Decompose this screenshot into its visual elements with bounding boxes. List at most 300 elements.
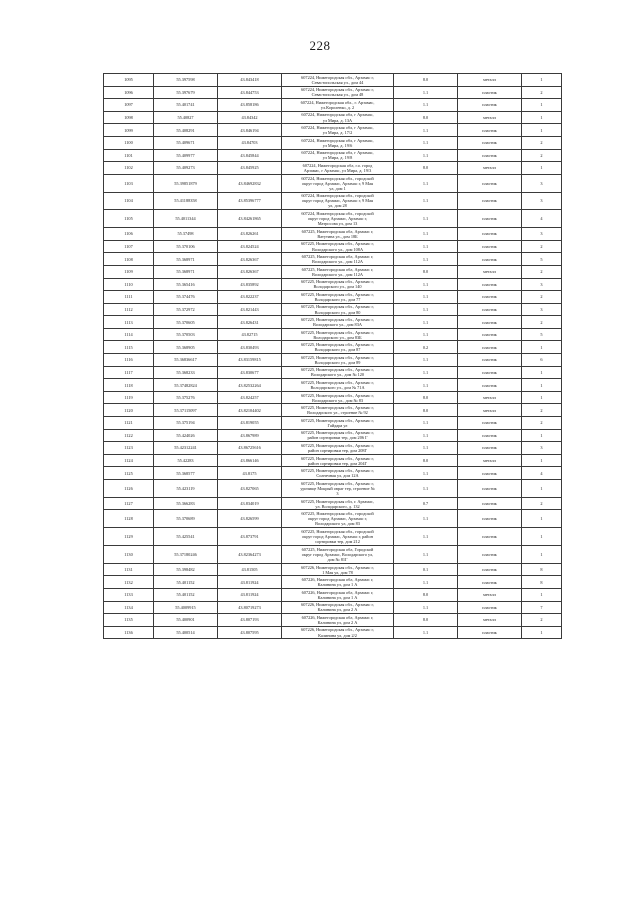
address-line: Володарского ул., дом 83А [313, 322, 362, 328]
address-line: 1 Мая ул, дом 78 [322, 569, 353, 575]
cell-count: 3 [522, 174, 562, 192]
cell-address [282, 510, 394, 528]
cell-number: 1117 [104, 366, 154, 379]
cell-longitude: 43.834019 [218, 497, 282, 510]
address-line: Володарского ул., дом 112А [312, 259, 363, 265]
cell-material: пластик [458, 174, 522, 192]
address-line: 607224, Нижегородская обл., Арзамас г, [301, 87, 374, 93]
cell-longitude: 43.866146 [218, 454, 282, 467]
cell-count: 1 [522, 379, 562, 392]
cell-address [282, 265, 394, 278]
cell-material: пластик [458, 417, 522, 430]
cell-number: 1102 [104, 162, 154, 175]
table-row [104, 366, 562, 379]
cell-volume: 1.1 [394, 124, 458, 137]
cell-material: металл [458, 588, 522, 601]
cell-volume: 8.0 [394, 404, 458, 417]
cell-number: 1107 [104, 240, 154, 253]
cell-latitude: 55.368905 [154, 341, 218, 354]
cell-latitude: 55.370689 [154, 510, 218, 528]
cell-count: 8 [522, 576, 562, 589]
cell-longitude: 43.845844 [218, 149, 282, 162]
cell-latitude: 55.423119 [154, 480, 218, 498]
address-line: 607225, Нижегородская обл., Арзамас г, [301, 279, 374, 285]
cell-volume: 1.1 [394, 467, 458, 480]
cell-latitude: 55.401152 [154, 576, 218, 589]
cell-address [282, 366, 394, 379]
address-line: Севастопольская ул., дом 48 [311, 92, 364, 98]
address-line: 607224, Нижегородская обл, г Арзамас, [301, 112, 374, 118]
address-line: Гайдара ул [327, 422, 348, 428]
cell-address [282, 149, 394, 162]
address-line: 607225, Нижегородская обл., Арзамас г, [301, 241, 374, 247]
cell-volume: 1.1 [394, 429, 458, 442]
cell-address [282, 391, 394, 404]
cell-number: 1110 [104, 278, 154, 291]
cell-number: 1116 [104, 354, 154, 367]
cell-count: 2 [522, 497, 562, 510]
address-line: Володарского ул., дом 89 [314, 359, 361, 365]
cell-number: 1120 [104, 404, 154, 417]
cell-address [282, 563, 394, 576]
cell-number: 1114 [104, 328, 154, 341]
cell-number: 1129 [104, 528, 154, 546]
cell-longitude: 43.846194 [218, 124, 282, 137]
cell-material: пластик [458, 429, 522, 442]
cell-longitude: 43.873791 [218, 528, 282, 546]
cell-volume: 0.1 [394, 563, 458, 576]
address-line: 607224, Нижегородская обл, г Арзамас, [301, 137, 374, 143]
cell-number: 1104 [104, 192, 154, 210]
cell-number: 1136 [104, 626, 154, 639]
cell-address [282, 162, 394, 175]
cell-volume: 1.1 [394, 546, 458, 564]
table-row [104, 546, 562, 564]
cell-volume: 8.0 [394, 162, 458, 175]
cell-latitude: 55.37115097 [154, 404, 218, 417]
table-row [104, 379, 562, 392]
cell-longitude: 43.858186 [218, 99, 282, 112]
cell-longitude: 43.84703 [218, 136, 282, 149]
cell-material: пластик [458, 601, 522, 614]
address-line: округ город Арзамас, Арзамас г, 9 Мая [302, 180, 373, 186]
address-line: Володарского ул., строение № 92 [307, 410, 368, 416]
cell-count: 2 [522, 614, 562, 627]
cell-count: 2 [522, 86, 562, 99]
table-row [104, 316, 562, 329]
cell-address [282, 546, 394, 564]
address-line: Володарского ул., дом № 120 [310, 372, 365, 378]
cell-longitude: 43.85396777 [218, 192, 282, 210]
cell-volume: 1.1 [394, 417, 458, 430]
address-line: Володарского ул., дом 87 [314, 347, 361, 353]
cell-longitude: 43.826261 [218, 228, 282, 241]
cell-address [282, 210, 394, 228]
cell-longitude: 43.83159815 [218, 354, 282, 367]
cell-longitude: 43.84261865 [218, 210, 282, 228]
address-line: ул, дом 28 [328, 203, 347, 209]
cell-latitude: 55.401741 [154, 99, 218, 112]
address-line: дом № 81Г [327, 556, 348, 562]
cell-volume: 1.1 [394, 366, 458, 379]
table-row [104, 210, 562, 228]
cell-address [282, 291, 394, 304]
cell-material: пластик [458, 528, 522, 546]
cell-latitude: 55.409671 [154, 136, 218, 149]
cell-number: 1132 [104, 576, 154, 589]
registry-table-body [104, 74, 562, 639]
cell-material: металл [458, 111, 522, 124]
cell-latitude: 55.400901 [154, 614, 218, 627]
cell-latitude: 55.397679 [154, 86, 218, 99]
cell-number: 1113 [104, 316, 154, 329]
cell-count: 3 [522, 442, 562, 455]
cell-address [282, 86, 394, 99]
address-line: Володарского ул., дом 140 [313, 284, 362, 290]
address-line: округ город Арзамас, Арзамас г, район [302, 534, 373, 540]
cell-address [282, 417, 394, 430]
address-line: сортировки тер, дом 212 [315, 539, 360, 545]
cell-latitude: 55.425541 [154, 528, 218, 546]
address-line: ул Мира, д. 17/2 [322, 130, 353, 136]
cell-latitude: 55.4011344 [154, 210, 218, 228]
cell-count: 5 [522, 253, 562, 266]
cell-material: пластик [458, 86, 522, 99]
address-line: 607224, Нижегородская обл, г Арзамас, [301, 150, 374, 156]
cell-material: пластик [458, 467, 522, 480]
table-row [104, 253, 562, 266]
cell-volume: 8.0 [394, 265, 458, 278]
cell-longitude: 43.867989 [218, 429, 282, 442]
cell-latitude: 55.409977 [154, 149, 218, 162]
cell-count: 7 [522, 601, 562, 614]
address-line: 607225, Нижегородская обл, г. Арзамас, [301, 498, 374, 504]
address-line: 607224, Нижегородская обл, г.о. город [302, 162, 373, 168]
cell-longitude: 43.822237 [218, 291, 282, 304]
table-row [104, 454, 562, 467]
cell-count: 3 [522, 303, 562, 316]
cell-count: 1 [522, 588, 562, 601]
cell-number: 1124 [104, 454, 154, 467]
table-row [104, 291, 562, 304]
cell-longitude: 43.830677 [218, 366, 282, 379]
cell-longitude: 43.845925 [218, 162, 282, 175]
cell-count: 1 [522, 429, 562, 442]
cell-material: пластик [458, 316, 522, 329]
cell-material: пластик [458, 510, 522, 528]
cell-longitude: 43.811924 [218, 588, 282, 601]
cell-number: 1119 [104, 391, 154, 404]
cell-number: 1135 [104, 614, 154, 627]
cell-longitude: 43.84692832 [218, 174, 282, 192]
address-line: Севастопольская ул., дом 44 [311, 79, 364, 85]
cell-longitude: 43.835892 [218, 278, 282, 291]
cell-volume: 1.1 [394, 303, 458, 316]
table-row [104, 240, 562, 253]
cell-longitude: 43.8175 [218, 467, 282, 480]
cell-address [282, 626, 394, 639]
address-line: округ город Арзамас, Володарского ул, [301, 551, 374, 557]
cell-volume: 0.7 [394, 497, 458, 510]
cell-address [282, 354, 394, 367]
address-line: 607225, Нижегородская обл., Арзамас г, [301, 342, 374, 348]
cell-material: пластик [458, 278, 522, 291]
cell-volume: 8.0 [394, 391, 458, 404]
cell-address [282, 576, 394, 589]
cell-address [282, 528, 394, 546]
address-line: 607225, Нижегородская обл, Арзамас г, [301, 228, 374, 234]
cell-longitude: 43.830493 [218, 341, 282, 354]
cell-material: пластик [458, 354, 522, 367]
address-line: 607224, Нижегородская обл., Арзамас г, [301, 74, 374, 80]
cell-latitude: 55.372972 [154, 303, 218, 316]
cell-material: металл [458, 614, 522, 627]
cell-longitude: 43.826367 [218, 265, 282, 278]
address-line: 607225, Нижегородская обл., Арзамас г, [301, 417, 374, 423]
address-line: 607225, Нижегородская обл., Арзамас г, [301, 317, 374, 322]
cell-count: 1 [522, 162, 562, 175]
cell-material: пластик [458, 228, 522, 241]
address-line: 607225, Нижегородская обл., Арзамас г, [301, 304, 374, 310]
cell-address [282, 480, 394, 498]
cell-latitude: 55.370605 [154, 316, 218, 329]
cell-count: 1 [522, 546, 562, 564]
cell-latitude: 55.42283 [154, 454, 218, 467]
address-line: 607225, Нижегородская обл, Арзамас г, [301, 266, 374, 272]
cell-number: 1112 [104, 303, 154, 316]
table-row [104, 467, 562, 480]
address-line: 607225, Нижегородская обл, Городской [301, 546, 374, 552]
table-row [104, 86, 562, 99]
cell-latitude: 55.366283 [154, 497, 218, 510]
cell-longitude: 43.807595 [218, 626, 282, 639]
cell-volume: 1.1 [394, 253, 458, 266]
cell-latitude: 55.37482824 [154, 379, 218, 392]
cell-address [282, 124, 394, 137]
cell-count: 2 [522, 265, 562, 278]
cell-longitude: 43.826599 [218, 510, 282, 528]
cell-number: 1126 [104, 480, 154, 498]
cell-material: пластик [458, 341, 522, 354]
cell-latitude: 55.424026 [154, 429, 218, 442]
cell-address [282, 192, 394, 210]
cell-volume: 1.1 [394, 136, 458, 149]
cell-number: 1101 [104, 149, 154, 162]
cell-material: металл [458, 404, 522, 417]
address-line: Ватутина ул., дом 18Б [317, 233, 358, 239]
cell-address [282, 228, 394, 241]
cell-latitude: 55.41188358 [154, 192, 218, 210]
cell-number: 1123 [104, 442, 154, 455]
cell-address [282, 341, 394, 354]
cell-material: пластик [458, 576, 522, 589]
address-line: округ город Арзамас, Арзамас г, [308, 516, 367, 522]
table-row [104, 601, 562, 614]
table-row [104, 303, 562, 316]
cell-address [282, 442, 394, 455]
table-row [104, 74, 562, 87]
cell-volume: 1.1 [394, 291, 458, 304]
table-row [104, 136, 562, 149]
cell-count: 6 [522, 354, 562, 367]
cell-number: 1133 [104, 588, 154, 601]
cell-number: 1118 [104, 379, 154, 392]
cell-latitude: 55.401152 [154, 588, 218, 601]
address-line: 607226, Нижегородская обл., Арзамас г, [301, 602, 374, 608]
cell-latitude: 55.39851879 [154, 174, 218, 192]
table-row [104, 192, 562, 210]
table-row [104, 404, 562, 417]
address-line: ул Мира, д. 19/6 [322, 142, 353, 148]
cell-volume: 1.1 [394, 228, 458, 241]
cell-number: 1106 [104, 228, 154, 241]
cell-address [282, 253, 394, 266]
cell-number: 1131 [104, 563, 154, 576]
address-line: Калинина ул, дом 2 А [317, 619, 358, 625]
address-line: 607224, Нижегородская обл., городской [301, 193, 374, 199]
address-line: округ город Арзамас, Арзамас г, 9 Мая [302, 198, 373, 204]
cell-count: 4 [522, 210, 562, 228]
cell-latitude: 55.40827 [154, 111, 218, 124]
address-line: Володарского ул., дом 80 [314, 309, 361, 315]
cell-volume: 1.1 [394, 328, 458, 341]
cell-material: пластик [458, 136, 522, 149]
address-line: 607225, Нижегородская обл., Арзамас г, [301, 354, 374, 360]
table-row [104, 497, 562, 510]
cell-number: 1130 [104, 546, 154, 564]
cell-longitude: 43.844753 [218, 86, 282, 99]
registry-table [103, 73, 562, 639]
address-line: 607225, Нижегородская обл., городской [301, 528, 374, 534]
cell-latitude: 55.368577 [154, 467, 218, 480]
cell-latitude: 55.365416 [154, 278, 218, 291]
table-row [104, 576, 562, 589]
table-row [104, 228, 562, 241]
cell-latitude: 55.374476 [154, 291, 218, 304]
cell-count: 1 [522, 510, 562, 528]
table-row [104, 99, 562, 112]
address-line: ул, дом 1 [329, 185, 346, 191]
cell-longitude: 43.82364273 [218, 546, 282, 564]
address-line: Калинина ул, дом 1 А [317, 582, 358, 588]
cell-number: 1109 [104, 265, 154, 278]
table-row [104, 265, 562, 278]
address-line: 607224, Нижегородская обл., городской [301, 175, 374, 181]
address-line: 607225, Нижегородская обл., Арзамас г, [301, 455, 374, 461]
cell-address [282, 379, 394, 392]
cell-number: 1111 [104, 291, 154, 304]
address-line: 607226, Нижегородская обл, Арзамас г, [301, 589, 374, 595]
cell-latitude: 55.36836617 [154, 354, 218, 367]
cell-address [282, 303, 394, 316]
cell-latitude: 55.398482 [154, 563, 218, 576]
table-row [104, 124, 562, 137]
address-line: 607225, Нижегородская обл., городской [301, 511, 374, 517]
cell-number: 1115 [104, 341, 154, 354]
cell-longitude: 43.821443 [218, 303, 282, 316]
address-line: 607225, Нижегородская обл., Арзамас г, [301, 442, 374, 448]
address-line: 607225, Нижегородская обл., Арзамас г, [301, 430, 374, 436]
cell-material: пластик [458, 366, 522, 379]
cell-latitude: 55.375194 [154, 417, 218, 430]
cell-address [282, 404, 394, 417]
cell-address [282, 174, 394, 192]
cell-longitude: 43.827065 [218, 480, 282, 498]
cell-latitude: 55.370503 [154, 328, 218, 341]
cell-address [282, 99, 394, 112]
cell-address [282, 74, 394, 87]
cell-material: пластик [458, 563, 522, 576]
cell-volume: 1.1 [394, 480, 458, 498]
address-line: Володарского ул., дом 77 [314, 296, 361, 302]
cell-longitude: 43.843418 [218, 74, 282, 87]
cell-material: пластик [458, 546, 522, 564]
cell-material: пластик [458, 124, 522, 137]
address-line: 607225, Нижегородская обл., Арзамас г, [301, 329, 374, 335]
cell-number: 1097 [104, 99, 154, 112]
cell-volume: 8.0 [394, 614, 458, 627]
table-row [104, 162, 562, 175]
table-row [104, 149, 562, 162]
cell-number: 1108 [104, 253, 154, 266]
table-row [104, 354, 562, 367]
cell-material: пластик [458, 253, 522, 266]
cell-latitude: 55.42312241 [154, 442, 218, 455]
cell-latitude: 55.370106 [154, 240, 218, 253]
address-line: Володарского ул., дом № 71А [310, 385, 365, 391]
cell-material: пластик [458, 291, 522, 304]
address-line: 607225, Нижегородская обл., Арзамас г, [301, 367, 374, 373]
address-line: 607225, Нижегородская обл., Арзамас г, [301, 392, 374, 398]
address-line: урочище Мокрый овраг тер, строение № [300, 485, 375, 491]
address-line: Володарского ул., дом 112А [312, 271, 363, 277]
address-line: 607225, Нижегородская обл, Арзамас г, [301, 254, 374, 260]
cell-number: 1121 [104, 417, 154, 430]
address-line: район сортировки тер, дом 204Г [307, 460, 368, 466]
table-row [104, 391, 562, 404]
cell-latitude: 55.4009915 [154, 601, 218, 614]
cell-latitude: 55.397598 [154, 74, 218, 87]
cell-count: 1 [522, 391, 562, 404]
cell-address [282, 614, 394, 627]
cell-longitude: 43.81505 [218, 563, 282, 576]
cell-address [282, 497, 394, 510]
cell-volume: 1.1 [394, 354, 458, 367]
table-row [104, 480, 562, 498]
cell-count: 2 [522, 136, 562, 149]
address-line: 607225, Нижегородская обл., Арзамас г, [301, 405, 374, 411]
cell-material: пластик [458, 626, 522, 639]
cell-material: пластик [458, 442, 522, 455]
address-line: 607225, Нижегородская обл., Арзамас г, [301, 291, 374, 297]
cell-number: 1095 [104, 74, 154, 87]
cell-material: пластик [458, 480, 522, 498]
cell-material: пластик [458, 210, 522, 228]
cell-address [282, 454, 394, 467]
cell-address [282, 601, 394, 614]
table-row [104, 528, 562, 546]
cell-count: 2 [522, 316, 562, 329]
cell-material: металл [458, 454, 522, 467]
address-line: Матросова ул, дом 13 [317, 221, 358, 227]
address-line: 607225, Нижегородская обл., Арзамас г, [301, 379, 374, 385]
cell-address [282, 278, 394, 291]
cell-material: металл [458, 391, 522, 404]
cell-count: 3 [522, 228, 562, 241]
address-line: 607226, Нижегородская обл, Арзамас г, [301, 614, 374, 620]
cell-latitude: 55.368233 [154, 366, 218, 379]
cell-volume: 1.1 [394, 379, 458, 392]
